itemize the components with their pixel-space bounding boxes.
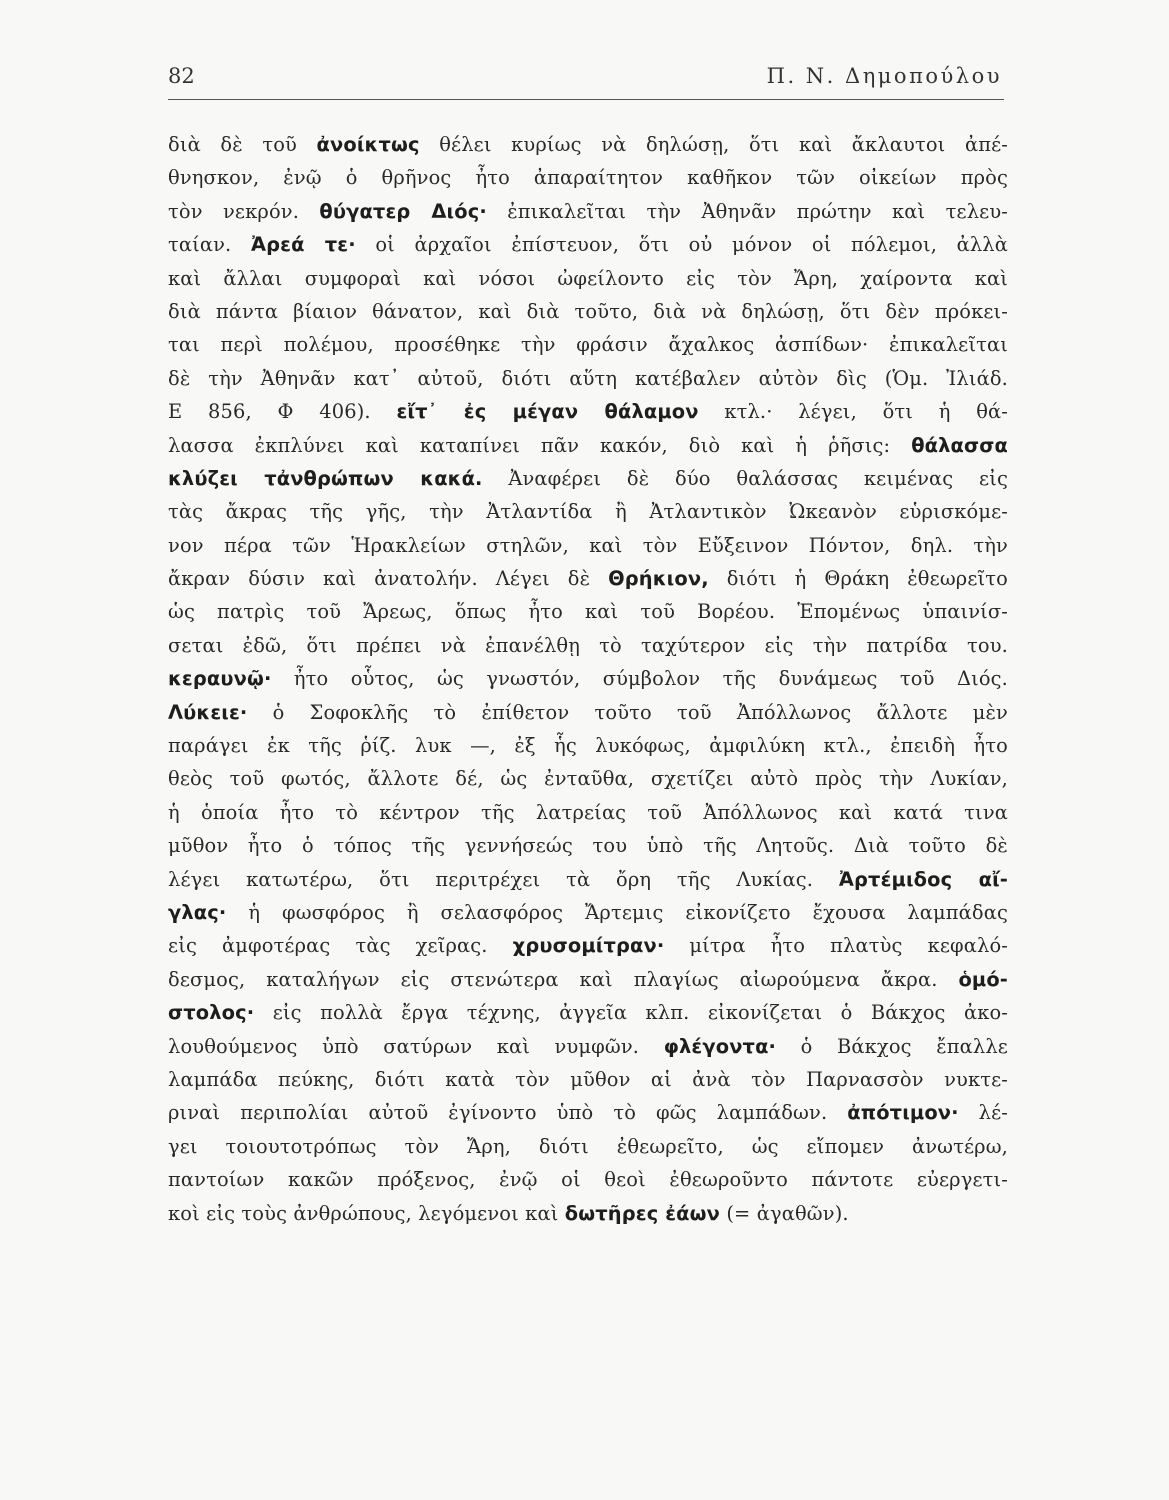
text-run: λουθούμενος ὑπὸ σατύρων καὶ νυμφῶν. [168,1034,664,1058]
header-rule [168,99,1004,100]
text-line [168,1163,1008,1196]
text-line [168,896,1008,929]
lemma-term: χρυσομίτραν· [512,934,665,958]
lemma-term: γλας· [168,900,227,924]
text-run: ὁ Βάκχος ἔπαλλε [776,1034,1008,1058]
text-run: ταίαν. [168,233,251,257]
text-run: κτλ.· λέγει, ὅτι ἡ θά- [698,400,1008,424]
text-line [168,829,1008,862]
text-run: γει τοιουτοτρόπως τὸν Ἄρη, διότι ἐθεωρεῖτο, ὡς εἴπομεν ἀνωτέρω, [168,1134,1008,1158]
text-line [168,762,1008,795]
lemma-term: θάλασσα [911,433,1008,457]
text-line [168,161,1008,194]
text-line [168,595,1008,628]
text-run: λέ- [958,1101,1008,1125]
text-run: ται περὶ πολέμου, προσέθηκε τὴν φράσιν ἄχαλκος ἀσπίδων· ἐπικαλεῖται [168,333,1008,357]
text-line [168,929,1008,962]
text-run: διότι ἡ Θράκη ἐθεωρεῖτο [708,567,1008,591]
text-run: μῦθον ἦτο ὁ τόπος τῆς γεννήσεώς του ὑπὸ τῆς Λητοῦς. Διὰ τοῦτο δὲ [168,834,1008,858]
text-run: ὁ Σοφοκλῆς τὸ ἐπίθετον τοῦτο τοῦ Ἀπόλλωνος ἄλλοτε μὲν [247,700,1008,724]
text-run: εἰς ἀμφοτέρας τὰς χεῖρας. [168,934,513,958]
text-run: λασσα ἐκπλύνει καὶ καταπίνει πᾶν κακόν, διὸ καὶ ἡ ῥῆσις: [168,433,912,457]
text-run: τὸν νεκρόν. [168,199,320,223]
text-run: παντοίων κακῶν πρόξενος, ἐνῷ οἱ θεοὶ ἐθεωροῦντο πάντοτε εὐεργετι- [168,1168,1008,1192]
text-run: ὡς πατρὶς τοῦ Ἄρεως, ὅπως ἦτο καὶ τοῦ Βορέου. Ἑπομένως ὑπαινίσ- [168,600,1008,624]
text-run: ἐπικαλεῖται τὴν Ἀθηνᾶν πρώτην καὶ τελευ- [486,199,1008,223]
text-run: (= ἀγαθῶν). [720,1201,849,1225]
text-run: ἄκραν δύσιν καὶ ἀνατολήν. Λέγει δὲ [168,567,609,591]
text-run: μίτρα ἦτο πλατὺς κεφαλό- [664,934,1008,958]
lemma-term: Ἀρεά τε· [250,233,356,257]
text-run: οἱ ἀρχαῖοι ἐπίστευον, ὅτι οὐ μόνον οἱ πόλεμοι, ἀλλὰ [355,233,1008,257]
text-line [168,295,1008,328]
text-run: Ε 856, Φ 406). [168,400,397,424]
text-run: ἡ φωσφόρος ἢ σελασφόρος Ἄρτεμις εἰκονίζετο ἔχουσα λαμπάδας [226,900,1008,924]
text-line [168,1063,1008,1096]
text-run: θεὸς τοῦ φωτός, ἄλλοτε δέ, ὡς ἐνταῦθα, σχετίζει αὐτὸ πρὸς τὴν Λυκίαν, [168,767,1008,791]
page-header [168,62,1004,102]
lemma-term: κεραυνῷ· [168,667,272,691]
text-line [168,996,1008,1029]
text-line [168,863,1008,896]
lemma-term: Λύκειε· [168,700,248,724]
text-run: δὲ τὴν Ἀθηνᾶν κατ᾽ αὐτοῦ, διότι αὕτη κατέβαλεν αὐτὸν δὶς (Ὁμ. Ἰλιάδ. [168,366,1008,390]
text-line [168,696,1008,729]
text-line [168,462,1008,495]
lemma-term: δωτῆρες ἐάων [564,1201,721,1225]
text-run: καὶ ἄλλαι συμφοραὶ καὶ νόσοι ὠφείλοντο εἰς τὸν Ἄρη, χαίροντα καὶ [168,266,1008,290]
text-run: λαμπάδα πεύκης, διότι κατὰ τὸν μῦθον αἱ ἀνὰ τὸν Παρνασσὸν νυκτε- [168,1067,1008,1091]
text-line [168,262,1008,295]
text-line [168,362,1008,395]
text-line [168,1197,1008,1230]
text-line [168,228,1008,261]
text-line [168,395,1008,428]
text-run: δεσμος, καταλήγων εἰς στενώτερα καὶ πλαγίως αἰωρούμενα ἄκρα. [168,967,959,991]
text-run: εἰς πολλὰ ἔργα τέχνης, ἀγγεῖα κλπ. εἰκονίζεται ὁ Βάκχος ἀκο- [254,1001,1008,1025]
lemma-term: Θρήκιον, [608,567,709,591]
text-line [168,963,1008,996]
text-run: ἡ ὁποία ἦτο τὸ κέντρον τῆς λατρείας τοῦ Ἀπόλλωνος καὶ κατά τινα [168,800,1008,824]
text-run: ριναὶ περιπολίαι αὐτοῦ ἐγίνοντο ὑπὸ τὸ φῶς λαμπάδων. [168,1101,848,1125]
lemma-term: φλέγοντα· [663,1034,777,1058]
text-line [168,629,1008,662]
text-line [168,1096,1008,1129]
lemma-term: κλύζει τἀνθρώπων κακά. [168,466,483,490]
text-line [168,662,1008,695]
text-line [168,495,1008,528]
text-run: διὰ δὲ τοῦ [168,133,317,156]
lemma-term: ἀπότιμον· [847,1101,959,1125]
lemma-term: ὁμό- [958,967,1008,991]
lemma-term: θύγατερ Διός· [319,199,487,223]
lemma-term: εἴτ᾽ ἐς μέγαν θάλαμον [396,400,699,424]
lemma-term: ἀνοίκτως [316,133,420,156]
text-run: διὰ πάντα βίαιον θάνατον, καὶ διὰ τοῦτο, διὰ νὰ δηλώσῃ, ὅτι δὲν πρόκει- [168,299,1008,323]
text-line [168,429,1008,462]
text-run: θέλει κυρίως νὰ δηλώσῃ, ὅτι καὶ ἄκλαυτοι ἀπέ- [419,133,1008,156]
page-number: 82 [168,64,195,88]
text-run: τὰς ἄκρας τῆς γῆς, τὴν Ἀτλαντίδα ἢ Ἀτλαντικὸν Ὠκεανὸν εὑρισκόμε- [168,500,1008,524]
text-run: κοὶ εἰς τοὺς ἀνθρώπους, λεγόμενοι καὶ [168,1201,565,1225]
text-run: λέγει κατωτέρω, ὅτι περιτρέχει τὰ ὄρη τῆς Λυκίας. [168,867,839,891]
text-run: Ἀναφέρει δὲ δύο θαλάσσας κειμένας εἰς [482,466,1008,490]
text-line [168,128,1008,161]
text-run: θνησκον, ἐνῷ ὁ θρῆνος ἦτο ἀπαραίτητον καθῆκον τῶν οἰκείων πρὸς [168,166,1008,190]
text-line [168,729,1008,762]
text-run: ἦτο οὗτος, ὡς γνωστόν, σύμβολον τῆς δυνάμεως τοῦ Διός. [271,667,1008,691]
text-line [168,796,1008,829]
text-run: σεται ἐδῶ, ὅτι πρέπει νὰ ἐπανέλθῃ τὸ ταχύτερον εἰς τὴν πατρίδα του. [168,633,1008,657]
running-title: Π. Ν. Δημοπούλου [766,64,1002,88]
text-run: παράγει ἐκ τῆς ῥίζ. λυκ —, ἐξ ἧς λυκόφως, ἀμφιλύκη κτλ., ἐπειδὴ ἦτο [168,734,1008,758]
commentary-text [168,128,1008,1230]
text-run: νον πέρα τῶν Ἡρακλείων στηλῶν, καὶ τὸν Εὔξεινον Πόντον, δηλ. τὴν [168,533,1008,557]
text-line [168,195,1008,228]
lemma-term: Ἀρτέμιδος αἴ- [838,867,1009,891]
text-line [168,1130,1008,1163]
text-line [168,562,1008,595]
lemma-term: στολος· [168,1001,255,1025]
text-line [168,1030,1008,1063]
text-line [168,529,1008,562]
text-line [168,328,1008,361]
